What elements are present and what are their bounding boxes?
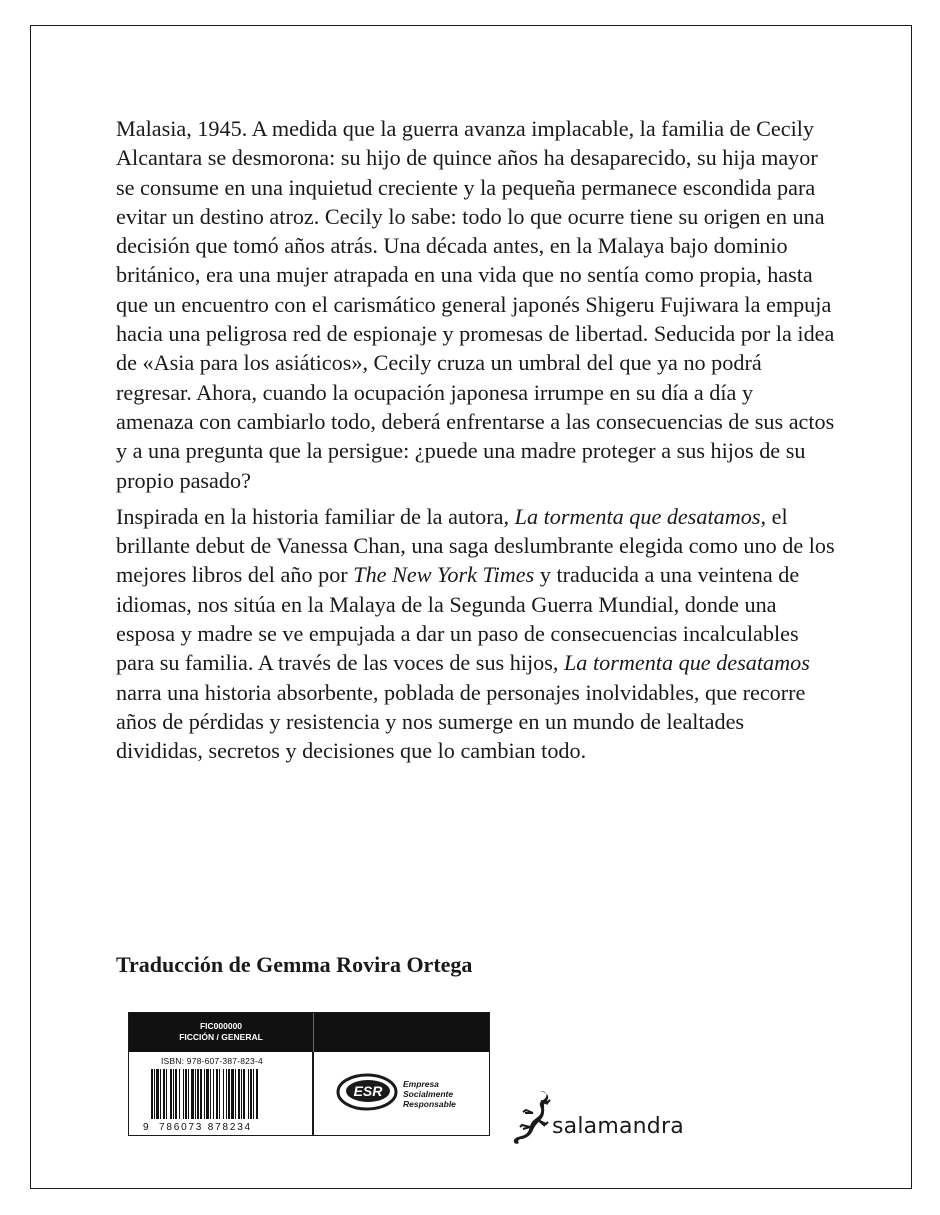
barcode-bar bbox=[154, 1069, 155, 1119]
barcode-bar bbox=[185, 1069, 187, 1119]
synopsis-text: , el brillante debut de Vanessa Chan, una saga deslumbrante elegida como uno de los mejores libros del año por bbox=[116, 503, 835, 588]
barcode-bar bbox=[250, 1069, 252, 1119]
barcode-bar bbox=[179, 1069, 180, 1119]
synopsis-text: Inspirada en la historia familiar de la autora, bbox=[116, 503, 515, 529]
publisher-name: salamandra bbox=[552, 1114, 684, 1139]
barcode-bar bbox=[223, 1069, 224, 1119]
barcode-bar bbox=[248, 1069, 249, 1119]
barcode-bar bbox=[183, 1069, 184, 1119]
barcode-bar bbox=[195, 1069, 196, 1119]
barcode-bar bbox=[197, 1069, 199, 1119]
barcode-bar bbox=[206, 1069, 209, 1119]
synopsis-text: narra una historia absorbente, poblada de personajes inolvidables, que recorre años de pérdidas y resistencia y nos sumerge en un mundo de lealtades divididas, secretos y decisiones que lo cambian todo. bbox=[116, 679, 806, 764]
book-title: La tormenta que desatamos bbox=[514, 503, 761, 529]
barcode-bar bbox=[256, 1069, 258, 1119]
barcode-bar bbox=[191, 1069, 194, 1119]
esr-line: Empresa bbox=[403, 1079, 439, 1089]
synopsis-text: y traducida a una veintena de idiomas, nos sitúa en la Malaya de la Segunda Guerra Mundial, donde una esposa y madre se ve empujada a dar un paso de consecuencias incalculables para su familia. A través de las voces de sus hijos, bbox=[116, 562, 800, 676]
synopsis bbox=[116, 114, 836, 766]
barcode-bar bbox=[241, 1069, 242, 1119]
barcode-bar bbox=[210, 1069, 211, 1119]
barcode-bar bbox=[243, 1069, 245, 1119]
barcode-bar bbox=[173, 1069, 174, 1119]
barcode-bar bbox=[204, 1069, 205, 1119]
esr-label bbox=[403, 1079, 456, 1109]
barcode-bar bbox=[175, 1069, 177, 1119]
barcode-bar bbox=[216, 1069, 218, 1119]
ean-digits: 786073 878234 bbox=[159, 1122, 252, 1133]
esr-line: Responsable bbox=[403, 1099, 456, 1109]
bisac-code: FIC000000 bbox=[199, 1021, 243, 1031]
barcode-bar bbox=[151, 1069, 153, 1119]
barcode-bar bbox=[160, 1069, 161, 1119]
barcode-panel bbox=[128, 1012, 490, 1136]
barcode-bar bbox=[219, 1069, 220, 1119]
barcode-bar bbox=[170, 1069, 172, 1119]
barcode-bar bbox=[188, 1069, 189, 1119]
book-title: La tormenta que desatamos bbox=[563, 650, 810, 676]
bisac-category: FICCIÓN / GENERAL bbox=[179, 1032, 263, 1042]
translator-credit: Traducción de Gemma Rovira Ortega bbox=[116, 952, 473, 977]
barcode-bar bbox=[156, 1069, 159, 1119]
barcode-bar bbox=[238, 1069, 240, 1119]
salamander-icon bbox=[510, 1088, 554, 1148]
bisac-label bbox=[129, 1013, 313, 1052]
esr-line: Socialmente bbox=[403, 1089, 454, 1099]
barcode-bar bbox=[253, 1069, 254, 1119]
esr-logo-icon bbox=[335, 1071, 399, 1113]
barcode-bar bbox=[166, 1069, 167, 1119]
bisac-bar bbox=[313, 1013, 489, 1052]
barcode-bar bbox=[228, 1069, 230, 1119]
synopsis-paragraph-1: Malasia, 1945. A medida que la guerra avanza implacable, la familia de Cecily Alcantara se desmorona: su hijo de quince años ha desaparecido, su hija mayor se consume en una inquietud creciente y la pequeña permanece escondida para evitar un destino atroz. Cecily lo sabe: todo lo que ocurre tiene su origen en una decisión que tomó años atrás. Una década antes, en la Malaya bajo dominio británico, era una mujer atrapada en una vida que no sentía como propia, hasta que un encuentro con el carismático general japonés Shigeru Fujiwara la empuja hacia una peligrosa red de espionaje y promesas de libertad. Seducida por la idea de «Asia para los asiáticos», Cecily cruza un umbral del que ya no podrá regresar. Ahora, cuando la ocupación japonesa irrumpe en su día a día y amenaza con cambiarlo todo, deberá enfrentarse a las consecuencias de sus actos y a una pregunta que la persigue: ¿puede una madre proteger a sus hijos de su propio pasado? bbox=[116, 116, 835, 493]
synopsis-paragraph-2 bbox=[116, 502, 836, 766]
barcode-bar bbox=[226, 1069, 227, 1119]
ean-first-digit: 9 bbox=[143, 1122, 149, 1133]
barcode-icon bbox=[151, 1069, 301, 1121]
divider bbox=[312, 1052, 314, 1135]
isbn-label: ISBN: 978-607-387-823-4 bbox=[161, 1056, 263, 1066]
newspaper-title: The New York Times bbox=[353, 562, 535, 588]
barcode-bar bbox=[235, 1069, 236, 1119]
barcode-bar bbox=[163, 1069, 165, 1119]
barcode-bar bbox=[231, 1069, 234, 1119]
esr-logo-text: ESR bbox=[353, 1083, 383, 1099]
barcode-bar bbox=[213, 1069, 214, 1119]
barcode-bar bbox=[200, 1069, 202, 1119]
